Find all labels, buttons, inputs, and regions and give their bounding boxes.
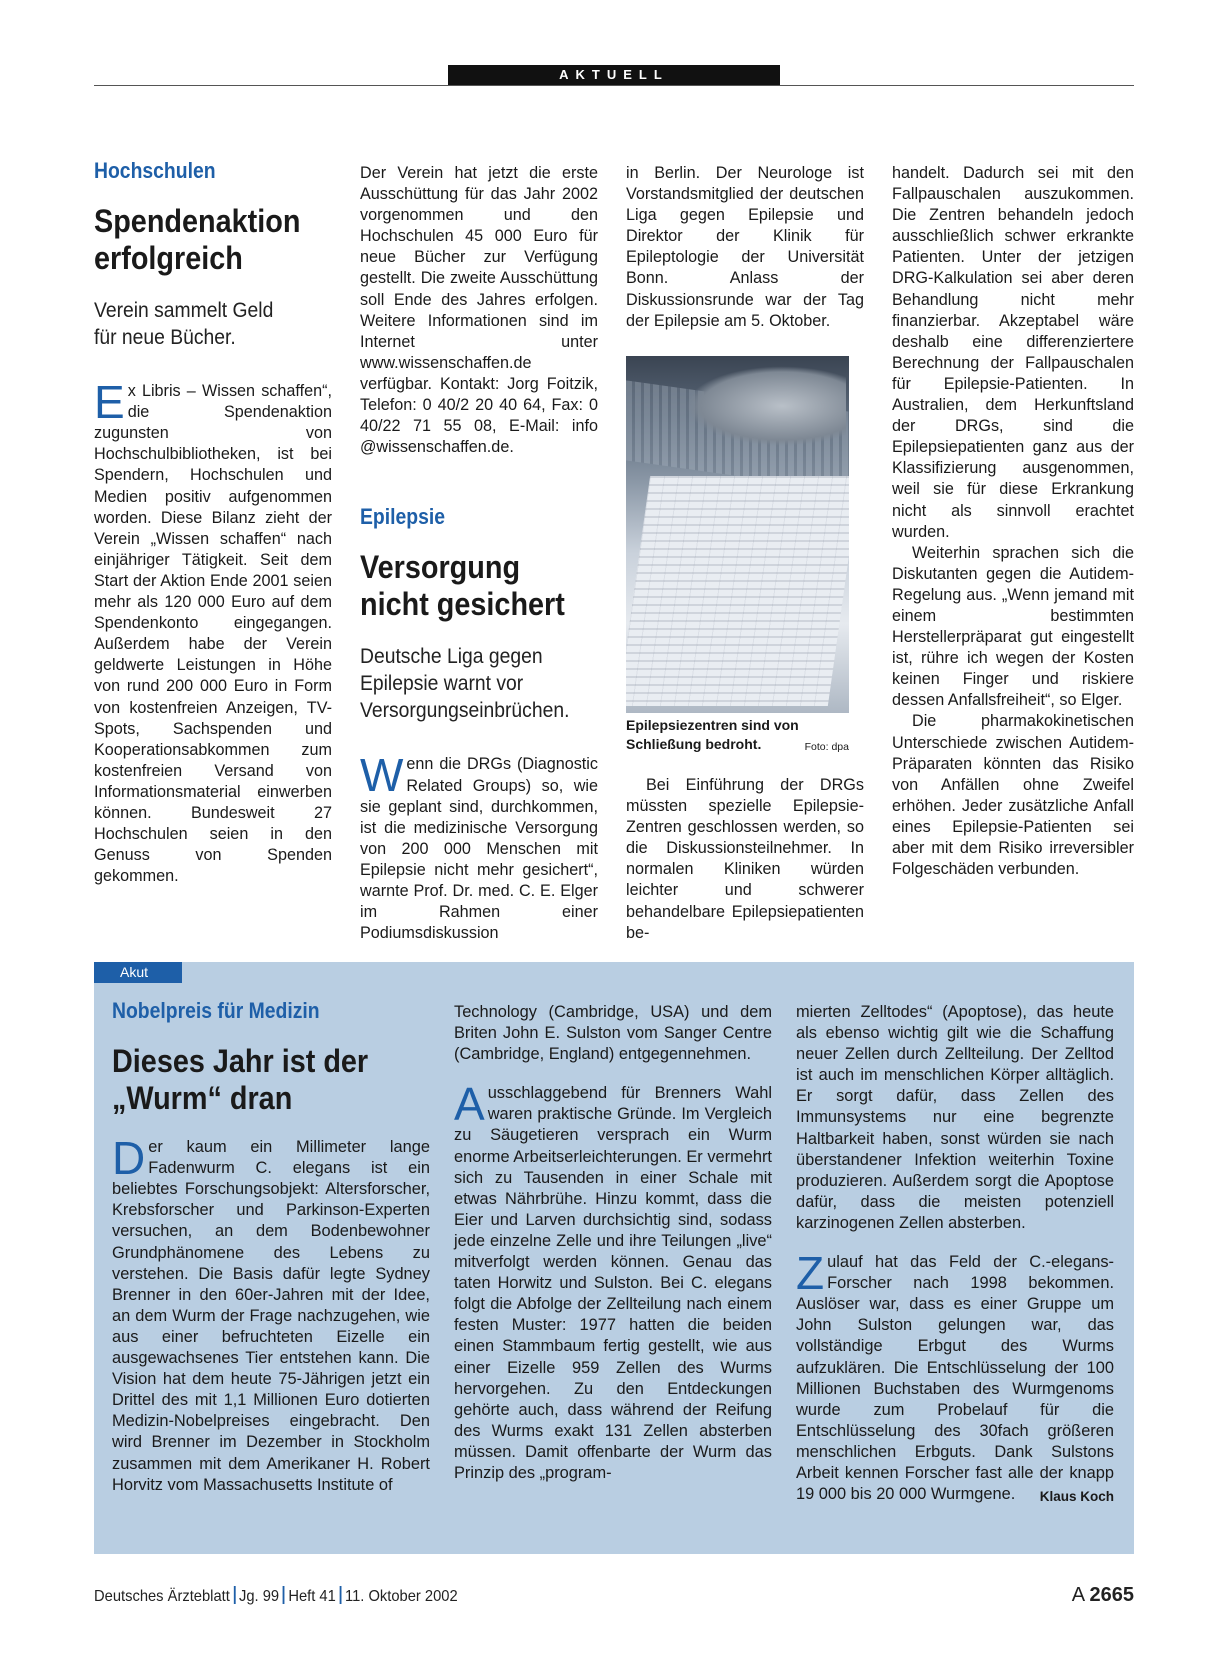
page-number: A 2665 bbox=[1071, 1584, 1134, 1606]
article2-dropcap: W bbox=[360, 749, 404, 802]
column-4 bbox=[892, 163, 1134, 880]
column-3 bbox=[626, 163, 864, 332]
page-footer bbox=[94, 1586, 1134, 1610]
article3-paragraph-1a: Der kaum ein Millimeter lange Fadenwurm C. elegans ist ein beliebtes Forschungsobjekt: Altersforscher, Krebsforscher und Parkinson-Experten versuchen, an dem Bodenbewohner Grundphänomene des Lebens zu verstehen. Die Basis dafür legte Sydney Brenner in den 60er-Jahren mit der Idee, an dem Wurm der Frage nachzugehen, wie aus einer befruchteten Eizelle ein ausgewachsenes Tier entstehen kann. Die Vision hat dem heute 75-Jährigen jetzt ein Drittel des mit 1,1 Millionen Euro dotierten Medizin-Nobelpreises eingebracht. Den wird Brenner im Dezember in Stockholm zusammen mit dem Amerikaner H. Robert Horvitz vom Massachusetts Institute of bbox=[112, 1132, 430, 1494]
article3-column-3 bbox=[796, 1002, 1114, 1507]
footer-volume: Jg. 99 bbox=[239, 1588, 280, 1605]
article1-kicker: Hochschulen bbox=[94, 158, 216, 183]
article3-dropcap-3: Z bbox=[796, 1247, 825, 1300]
footer-date: 11. Oktober 2002 bbox=[344, 1588, 458, 1605]
author-signature: Klaus Koch bbox=[1039, 1489, 1114, 1505]
article1-headline: Spendenaktion erfolgreich bbox=[94, 203, 301, 277]
article2-paragraph-4: Die pharmakokinetischen Unterschiede zwischen Autidem-Präparaten könnten das Risiko von Anfällen ohne Zweifel erhöhen. Jeder zusätzliche Anfall eines Epilepsie-Patienten sei aber mit dem Risiko irreversibler Folgeschäden verbunden. bbox=[892, 712, 1134, 879]
footer-issue: Heft 41 bbox=[288, 1588, 336, 1605]
header-rule bbox=[94, 85, 1134, 86]
article1-paragraph-1: Ex Libris – Wissen schaffen“, die Spendenaktion zugunsten von Hochschulbibliotheken, ist bei Spendern, Hochschulen und Medien positiv aufgenommen worden. Diese Bilanz zieht der Verein „Wissen schaffen“ nach einjähriger Tätigkeit. Seit dem Start der Aktion Ende 2001 seien mehr als 120 000 Euro auf dem Spendenkonto eingegangen. Außerdem habe der Verein geldwerte Leistungen in Höhe von rund 200 000 Euro in Form von kostenfreien Anzeigen, TV-Spots, Sachspenden und Kooperationsabkommen zum kostenfreien Versand von Informationsmaterial einwerben können. Bundesweit 27 Hochschulen seien in den Genuss von Spenden gekommen. bbox=[94, 376, 332, 886]
article2-paragraph-2a: Bei Einführung der DRGs müssten spezielle Epilepsie-Zentren geschlossen werden, so die Diskussionsteilnehmer. In normalen Kliniken würden leichter und schwerer behandelbare Epilepsiepatienten be- bbox=[626, 776, 864, 942]
article3-kicker: Nobelpreis für Medizin bbox=[112, 998, 320, 1023]
article2-kicker: Epilepsie bbox=[360, 504, 446, 530]
article3-paragraph-2b: mierten Zelltodes“ (Apoptose), das heute als ebenso wichtig gilt wie die Schaffung neuer Zellen durch Zellteilung. Der Zelltod ist auch im menschlichen Körper alltäglich. Er sorgt dafür, dass Zellen des Immunsystems nur eine begrenzte Haltbarkeit haben, sonst würden sie nach überstandener Infektion weiterhin Toxine produzieren. Außerdem sorgt die Apoptose dafür, dass die meisten potenziell karzinogenen Zellen absterben. bbox=[796, 1003, 1114, 1232]
article2-headline: Versorgung nicht gesichert bbox=[360, 549, 565, 623]
article2-paragraph-2b: handelt. Dadurch sei mit den Fallpauschalen auszukommen. Die Zentren behandeln jedoch ausschließlich schwer erkrankte Patienten. Unter der jetzigen DRG-Kalkulation sei aber deren Behandlung nicht mehr finanzierbar. Akzeptabel wäre deshalb eine differenziertere Berechnung der Fallpauschalen für Epilepsie-Patienten. In Australien, dem Herkunftsland der DRGs, sind die Epilepsiepatienten ganz aus der Klassifizierung ausgenommen, weil sie für diese Erkrankung nicht als sinnvoll erachtet wurden. bbox=[892, 164, 1134, 541]
article2-paragraph-1b: in Berlin. Der Neurologe ist Vorstandsmitglied der deutschen Liga gegen Epilepsie und Direktor der Klinik für Epileptologie der Universität Bonn. Anlass der Diskussionsrunde war der Tag der Epilepsie am 5. Oktober. bbox=[626, 164, 864, 330]
article3-paragraph-1b: Technology (Cambridge, USA) und dem Briten John E. Sulston vom Sanger Centre (Cambridge, England) entgegennehmen. bbox=[454, 1003, 772, 1064]
article3-column-1 bbox=[112, 1000, 430, 1496]
article1-paragraph-2: Der Verein hat jetzt die erste Ausschüttung für das Jahr 2002 vorgenommen und den Hochschulen 45 000 Euro für neue Bücher zur Verfügung gestellt. Die zweite Ausschüttung soll Ende des Jahres erfolgen. Weitere Informationen sind im Internet unter www.wissenschaffen.de verfügbar. Kontakt: Jorg Foitzik, Telefon: 0 40/2 20 40 64, Fax: 0 40/22 71 55 08, E-Mail: info @wissenschaffen.de. bbox=[360, 164, 598, 457]
article1-deck: Verein sammelt Geld für neue Bücher. bbox=[94, 299, 274, 350]
article3-paragraph-3: Zulauf hat das Feld der C.-elegans-Forscher nach 1998 bekommen. Auslöser war, dass es einer Gruppe um John Sulston gelungen war, das vollständige Erbgut des Wurms aufzuklären. Die Entschlüsselung der 100 Millionen Buchstaben des Wurmgenoms wurde zum Probelauf für die Entschlüsselung des 30fach größeren menschlichen Erbguts. Dank Sulstons Arbeit kennen Forscher fast alle der knapp 19 000 bis 20 000 Wurmgene. Klaus Koch bbox=[796, 1252, 1114, 1505]
footer-journal: Deutsches Ärzteblatt bbox=[94, 1588, 230, 1605]
section-header: AKTUELL bbox=[448, 65, 780, 85]
column-3-lower bbox=[626, 775, 864, 944]
article3-column-2 bbox=[454, 1002, 772, 1484]
box-tag: Akut bbox=[94, 962, 182, 983]
column-2 bbox=[360, 163, 598, 944]
article2-deck: Deutsche Liga gegen Epilepsie warnt vor Versorgungseinbrüchen. bbox=[360, 645, 570, 723]
article2-paragraph-3: Weiterhin sprachen sich die Diskutanten gegen die Autidem-Regelung aus. „Wenn jemand mit einem bestimmten Herstellerpräparat gut eingestellt ist, rühre ich wegen der Kosten keinen Finger und riskiere dessen Anfallsfreiheit“, so Elger. bbox=[892, 543, 1134, 710]
article3-dropcap-2: A bbox=[454, 1078, 485, 1131]
article3-paragraph-2a: Ausschlaggebend für Brenners Wahl waren praktische Gründe. Im Vergleich zu Säugetieren versprach ein Wurm enorme Arbeitserleichterungen. Er vermehrt sich zu Tausenden in einer Schale mit etwas Nährbrühe. Hinzu kommt, dass die Eier und Larven durchsichtig sind, sodass jede einzelne Zelle und ihre Teilungen „live“ mitverfolgt werden können. Genau das taten Horwitz und Sulston. Bei C. elegans folgt die Abfolge der Zellteilung nach einem festen Muster: 1977 hatten die beiden einen Stammbaum fertig gestellt, wie aus einer Eizelle 959 Zellen des Wurms hervorgehen. Zu den Entdeckungen gehörte auch, dass während der Reifung des Wurms exakt 131 Zellen absterben müssen. Damit offenbarte der Wurm das Prinzip des „program- bbox=[454, 1078, 772, 1482]
photo-caption: Epilepsiezentren sind von Schließung bedroht. Foto: dpa bbox=[626, 716, 849, 757]
article1-dropcap: E bbox=[94, 376, 125, 429]
photo-credit: Foto: dpa bbox=[804, 741, 849, 753]
article2-paragraph-1a: Wenn die DRGs (Diagnostic Related Groups) so, wie sie geplant sind, durchkommen, ist die medizinische Versorgung von 200 000 Menschen mit Epilepsie nicht mehr gesichert“, warnte Prof. Dr. med. C. E. Elger im Rahmen einer Podiumsdiskussion bbox=[360, 749, 598, 943]
article1-column-1 bbox=[94, 160, 332, 887]
article3-headline: Dieses Jahr ist der „Wurm“ dran bbox=[112, 1043, 369, 1117]
footer-citation bbox=[94, 1586, 458, 1606]
article3-dropcap-1: D bbox=[112, 1132, 146, 1185]
epilepsy-photo bbox=[626, 356, 849, 713]
